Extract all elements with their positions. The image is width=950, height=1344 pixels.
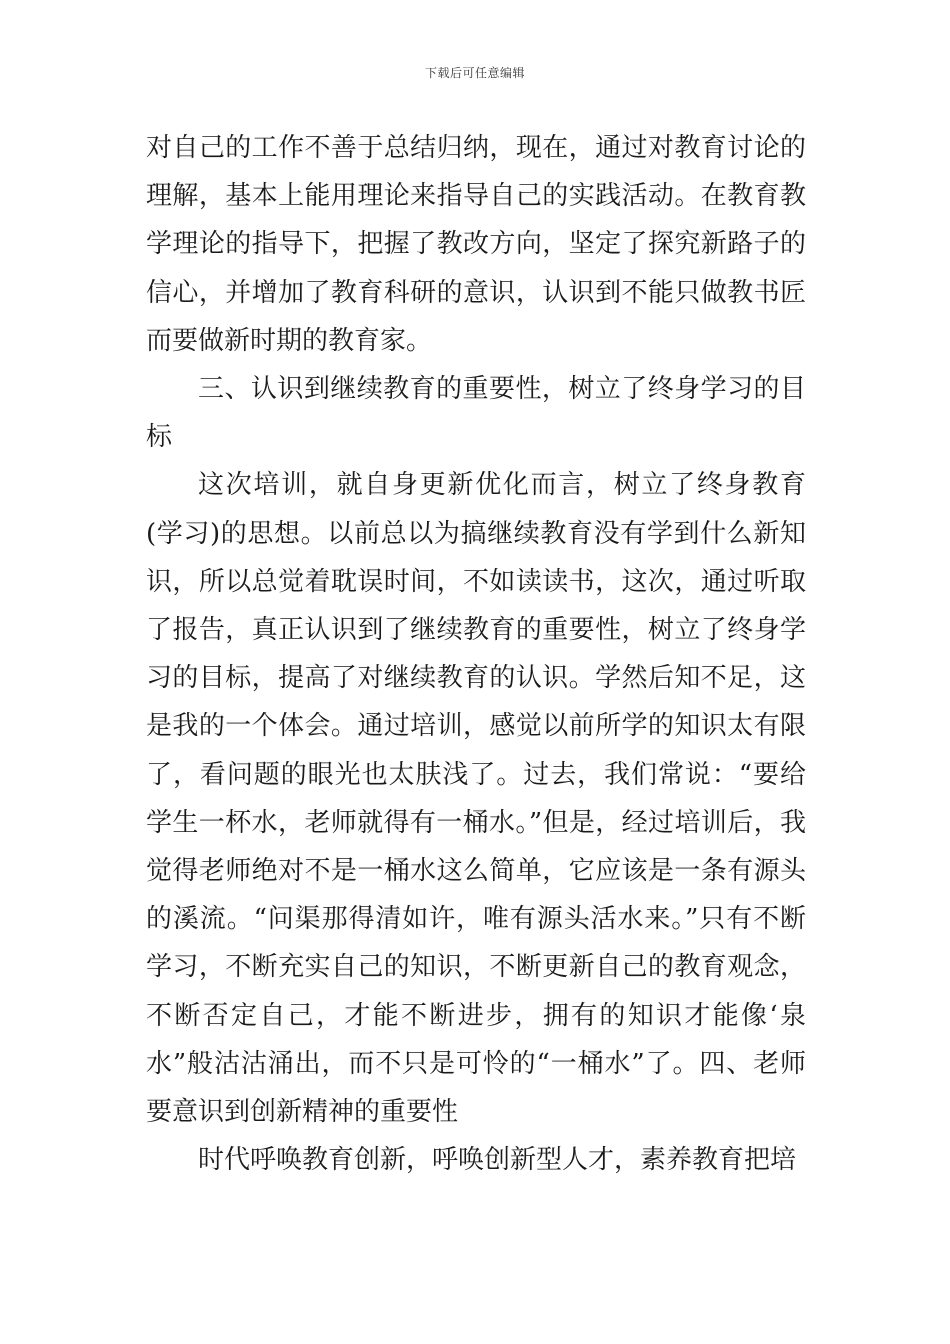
- paragraph-innovation: 时代呼唤教育创新，呼唤创新型人才，素养教育把培: [198, 1145, 797, 1176]
- header-note: 下载后可任意编辑: [424, 66, 525, 80]
- document-body: [146, 124, 806, 1184]
- paragraph-continuation: 对自己的工作不善于总结归纳，现在，通过对教育讨论的理解，基本上能用理论来指导自己的实践活动。在教育教学理论的指导下，把握了教改方向，坚定了探究新路子的信心，并增加了教育科研的意识，认识到不能只做教书匠而要做新时期的教育家。: [146, 133, 806, 356]
- paragraph-training: 这次培训，就自身更新优化而言，树立了终身教育(学习)的思想。以前总以为搞继续教育没有学到什么新知识，所以总觉着耽误时间，不如读读书，这次，通过听取了报告，真正认识到了继续教育的重要性，树立了终身学习的目标，提高了对继续教育的认识。学然后知不足，这是我的一个体会。通过培训，感觉以前所学的知识太有限了，看问题的眼光也太肤浅了。过去，我们常说：“要给学生一杯水，老师就得有一桶水。”但是，经过培训后，我觉得老师绝对不是一桶水这么简单，它应该是一条有源头的溪流。“问渠那得清如许，唯有源头活水来。”只有不断学习，不断充实自己的知识，不断更新自己的教育观念，不断否定自己，才能不断进步，拥有的知识才能像‘泉水”般沽沽涌出，而不只是可怜的“一桶水”了。四、老师要意识到创新精神的重要性: [146, 470, 806, 1128]
- section-heading-three: 三、认识到继续教育的重要性，树立了终身学习的目标: [146, 374, 806, 453]
